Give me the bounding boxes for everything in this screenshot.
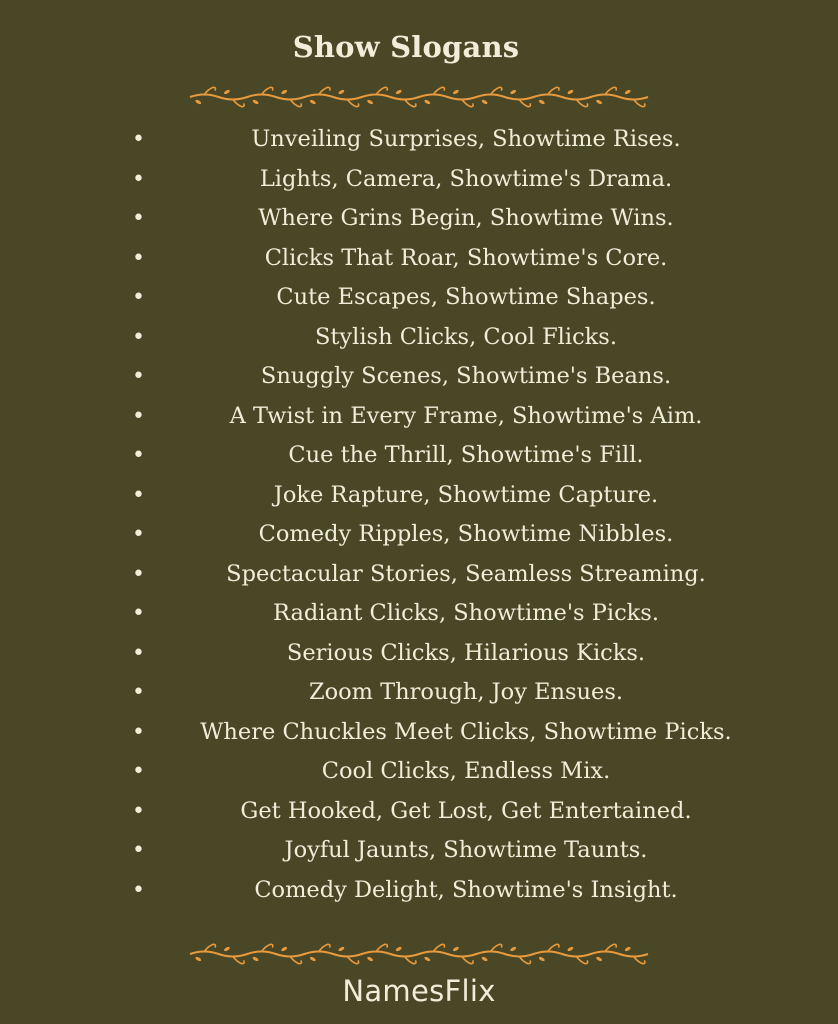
bullet-icon: • (132, 680, 145, 705)
slogan-text: Zoom Through, Joy Ensues. (308, 679, 624, 705)
list-item (120, 476, 780, 516)
page-title: Show Slogans (292, 30, 520, 64)
list-item (120, 278, 780, 318)
bullet-icon: • (132, 245, 145, 271)
slogan-text: Cue the Thrill, Showtime's Fill. (288, 442, 644, 468)
list-item (120, 713, 780, 753)
bullet-icon: • (132, 838, 145, 863)
list-item (120, 436, 780, 476)
bullet-icon: • (132, 482, 145, 508)
bullet-icon: • (132, 719, 145, 745)
bullet-icon: • (132, 601, 145, 626)
list-item (120, 673, 780, 713)
list-item (120, 120, 780, 160)
slogan-text: Get Hooked, Get Lost, Get Entertained. (240, 797, 692, 824)
list-item (120, 555, 780, 595)
slogan-text: Unveiling Surprises, Showtime Rises. (251, 126, 681, 152)
bullet-icon: • (132, 285, 145, 310)
bullet-icon: • (132, 127, 145, 152)
vine-divider-icon (188, 939, 650, 969)
list-item (120, 515, 780, 555)
slogan-text: Comedy Delight, Showtime's Insight. (254, 876, 678, 903)
slogan-text: Lights, Camera, Showtime's Drama. (259, 165, 673, 192)
slogan-text: Cool Clicks, Endless Mix. (321, 758, 611, 784)
bullet-icon: • (132, 166, 145, 192)
bullet-icon: • (132, 206, 145, 231)
list-item (120, 752, 780, 792)
list-item (120, 634, 780, 674)
list-item (120, 357, 780, 397)
bullet-icon: • (132, 640, 145, 666)
list-item (120, 871, 780, 911)
bullet-icon: • (132, 877, 145, 903)
bullet-icon: • (132, 798, 145, 824)
slogan-text: Stylish Clicks, Cool Flicks. (314, 323, 618, 350)
list-item (120, 792, 780, 832)
slogan-text: Comedy Ripples, Showtime Nibbles. (258, 521, 674, 547)
bullet-icon: • (132, 522, 145, 547)
bullet-icon: • (132, 759, 145, 784)
bullet-icon: • (132, 561, 145, 587)
vine-divider-icon (188, 82, 650, 112)
slogan-text: Clicks That Roar, Showtime's Core. (264, 244, 668, 271)
bullet-icon: • (132, 364, 145, 389)
slogan-text: Cute Escapes, Showtime Shapes. (276, 284, 656, 310)
slogan-text: Snuggly Scenes, Showtime's Beans. (260, 363, 672, 389)
slogan-list (120, 120, 780, 910)
list-item (120, 831, 780, 871)
slogan-text: Spectacular Stories, Seamless Streaming. (226, 560, 706, 587)
list-item (120, 318, 780, 358)
slogan-text: A Twist in Every Frame, Showtime's Aim. (229, 402, 703, 429)
bullet-icon: • (132, 403, 145, 429)
slogan-text: Joyful Jaunts, Showtime Taunts. (284, 837, 648, 863)
slogan-text: Where Grins Begin, Showtime Wins. (258, 205, 674, 231)
brand-logo: NamesFlix (342, 974, 496, 1008)
list-item (120, 594, 780, 634)
slogan-text: Joke Rapture, Showtime Capture. (273, 481, 659, 508)
slogan-text: Where Chuckles Meet Clicks, Showtime Picks. (200, 718, 732, 745)
list-item (120, 199, 780, 239)
slogan-text: Radiant Clicks, Showtime's Picks. (272, 600, 659, 626)
slogan-text: Serious Clicks, Hilarious Kicks. (286, 639, 646, 666)
list-item (120, 239, 780, 279)
bullet-icon: • (132, 324, 145, 350)
list-item (120, 160, 780, 200)
bullet-icon: • (132, 443, 145, 468)
list-item (120, 397, 780, 437)
